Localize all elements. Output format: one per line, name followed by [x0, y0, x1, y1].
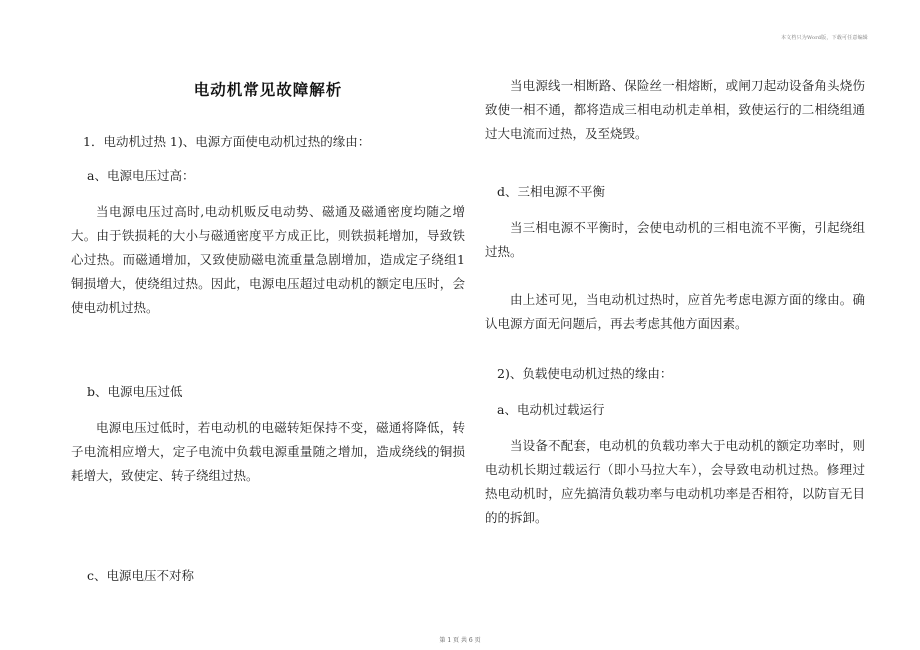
subheading-phase-imbalance: d、三相电源不平衡	[497, 184, 606, 199]
paragraph-single-phase: 当电源线一相断路、保险丝一相熔断，或闸刀起动设备角头烧伤致使一相不通，都将造成三相电动机走单相，致使运行的二相绕组通过大电流而过热，及至烧毁。	[485, 78, 865, 141]
section-heading-load: 2)、负载使电动机过热的缘由：	[497, 366, 673, 381]
subheading-voltage-high: a、电源电压过高：	[87, 168, 195, 183]
header-note: 本文档只为Word版，下载可任意编辑	[780, 35, 868, 41]
paragraph-phase-imbalance: 当三相电源不平衡时，会使电动机的三相电流不平衡，引起绕组过热。	[485, 220, 865, 259]
paragraph-summary: 由上述可见，当电动机过热时，应首先考虑电源方面的缘由。确认电源方面无问题后，再去考虑其他方面因素。	[485, 292, 865, 331]
subheading-voltage-unbalanced: c、电源电压不对称	[87, 568, 195, 583]
subheading-voltage-low: b、电源电压过低	[87, 384, 183, 399]
subheading-overload: a、电动机过载运行	[497, 402, 605, 417]
paragraph-overload: 当设备不配套，电动机的负载功率大于电动机的额定功率时，则电动机长期过载运行（即小马拉大车），会导致电动机过热。修理过热电动机时，应先搞清负载功率与电动机功率是否相符，以防盲无目的的拆卸。	[485, 438, 865, 525]
section-heading-power: 1．电动机过热 1)、电源方面使电动机过热的缘由：	[83, 134, 371, 149]
paragraph-voltage-high: 当电源电压过高时,电动机贩反电动势、磁通及磁通密度均随之增大。由于铁损耗的大小与磁通密度平方成正比，则铁损耗增加，导致铁心过热。而磁通增加，又致使励磁电流重量急剧增加，造成定子绕组1铜损增大，使绕组过热。因此，电源电压超过电动机的额定电压时，会使电动机过热。	[71, 204, 465, 315]
page-title: 电动机常见故障解析	[193, 81, 343, 99]
paragraph-voltage-low: 电源电压过低时，若电动机的电磁转矩保持不变，磁通将降低，转子电流相应增大，定子电流中负载电源重量随之增加，造成绕线的铜损耗增大，致使定、转子绕组过热。	[71, 420, 465, 483]
page-footer: 第 1 页 共 6 页	[439, 637, 481, 644]
